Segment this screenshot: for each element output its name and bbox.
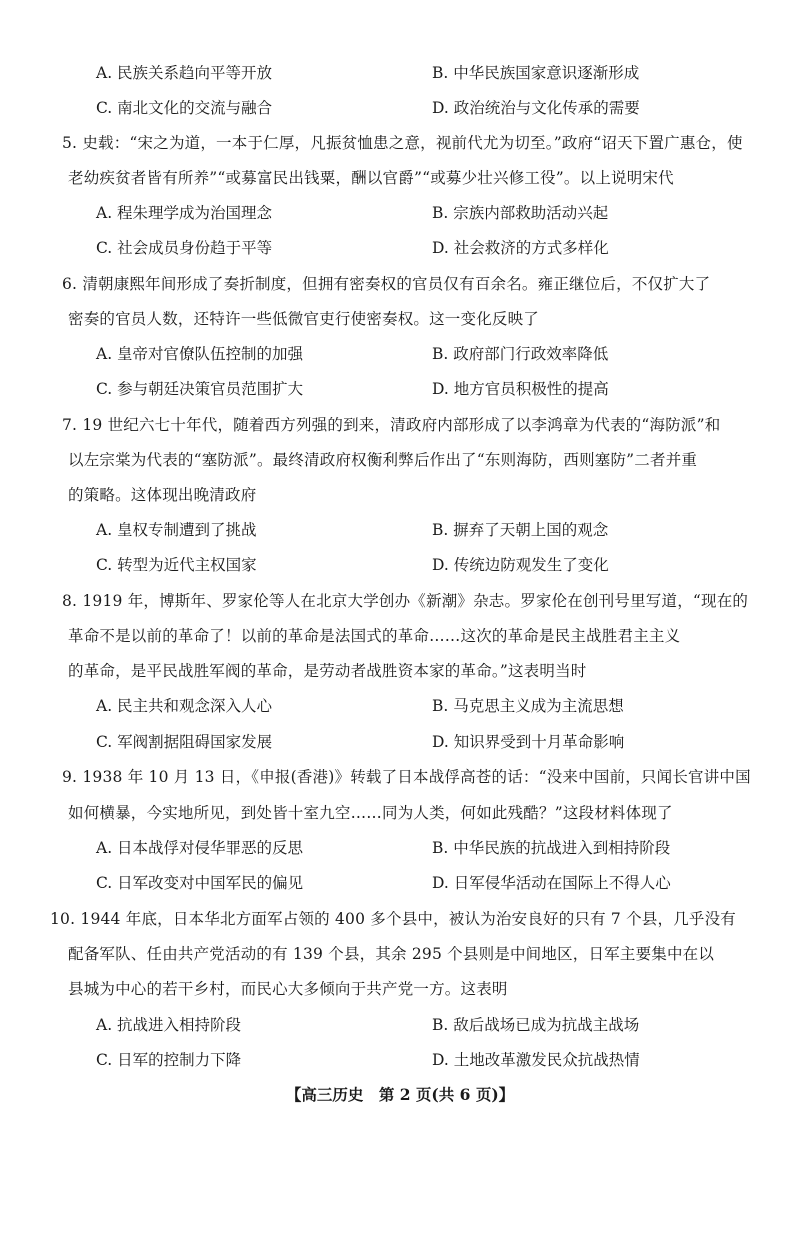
- q6-stem-line2: 密奏的官员人数，还特许一些低微官吏行使密奏权。这一变化反映了: [68, 310, 540, 328]
- q10-option-c: C. 日军的控制力下降: [96, 1051, 242, 1069]
- q5-option-b: B. 宗族内部救助活动兴起: [432, 204, 609, 222]
- q8-option-b: B. 马克思主义成为主流思想: [432, 697, 624, 715]
- q4-option-d: D. 政治统治与文化传承的需要: [432, 99, 640, 117]
- q9-stem-line1: 9. 1938 年 10 月 13 日，《申报(香港)》转载了日本战俘高苍的话：“没来中国前，只闻长官讲中国: [62, 768, 751, 786]
- q7-stem-line2: 以左宗棠为代表的“塞防派”。最终清政府权衡利弊后作出了“东则海防，西则塞防”二者并重: [68, 451, 698, 469]
- q10-option-a: A. 抗战进入相持阶段: [96, 1016, 242, 1034]
- q6-option-d: D. 地方官员积极性的提高: [432, 380, 609, 398]
- q6-option-c: C. 参与朝廷决策官员范围扩大: [96, 380, 304, 398]
- q9-option-a: A. 日本战俘对侵华罪恶的反思: [96, 839, 304, 857]
- q9-option-c: C. 日军改变对中国军民的偏见: [96, 874, 304, 892]
- q5-stem-line1: 5. 史载：“宋之为道，一本于仁厚，凡振贫恤患之意，视前代尤为切至。”政府“诏天下置广惠仓，使: [62, 134, 743, 152]
- q10-option-b: B. 敌后战场已成为抗战主战场: [432, 1016, 640, 1034]
- q7-stem-line3: 的策略。这体现出晚清政府: [68, 486, 257, 504]
- page-footer: 【高三历史 第 2 页(共 6 页)】: [285, 1085, 515, 1104]
- q6-stem-line1: 6. 清朝康熙年间形成了奏折制度，但拥有密奏权的官员仅有百余名。雍正继位后，不仅扩大了: [62, 275, 711, 293]
- q10-stem-line2: 配备军队、任由共产党活动的有 139 个县，其余 295 个县则是中间地区，日军主要集中在以: [68, 945, 715, 963]
- q10-stem-line1: 10. 1944 年底，日本华北方面军占领的 400 多个县中，被认为治安良好的只有 7 个县，几乎没有: [50, 910, 737, 928]
- q9-option-b: B. 中华民族的抗战进入到相持阶段: [432, 839, 671, 857]
- q5-option-c: C. 社会成员身份趋于平等: [96, 239, 273, 257]
- q8-stem-line2: 革命不是以前的革命了！以前的革命是法国式的革命……这次的革命是民主战胜君主主义: [68, 627, 681, 645]
- q4-option-c: C. 南北文化的交流与融合: [96, 99, 273, 117]
- q7-option-a: A. 皇权专制遭到了挑战: [96, 521, 257, 539]
- q5-option-d: D. 社会救济的方式多样化: [432, 239, 609, 257]
- q6-option-a: A. 皇帝对官僚队伍控制的加强: [96, 345, 304, 363]
- q9-option-d: D. 日军侵华活动在国际上不得人心: [432, 874, 671, 892]
- q7-option-b: B. 摒弃了天朝上国的观念: [432, 521, 609, 539]
- q8-option-d: D. 知识界受到十月革命影响: [432, 733, 625, 751]
- q7-stem-line1: 7. 19 世纪六七十年代，随着西方列强的到来，清政府内部形成了以李鸿章为代表的“海防派”和: [62, 416, 721, 434]
- q8-stem-line3: 的革命，是平民战胜军阀的革命，是劳动者战胜资本家的革命。”这表明当时: [68, 662, 587, 680]
- q10-option-d: D. 土地改革激发民众抗战热情: [432, 1051, 640, 1069]
- q5-stem-line2: 老幼疾贫者皆有所养”“或募富民出钱粟，酬以官爵”“或募少壮兴修工役”。以上说明宋代: [68, 169, 674, 187]
- q4-option-a: A. 民族关系趋向平等开放: [96, 64, 273, 82]
- q7-option-c: C. 转型为近代主权国家: [96, 556, 257, 574]
- q8-option-a: A. 民主共和观念深入人心: [96, 697, 273, 715]
- q8-option-c: C. 军阀割据阻碍国家发展: [96, 733, 273, 751]
- q4-option-b: B. 中华民族国家意识逐渐形成: [432, 64, 640, 82]
- q7-option-d: D. 传统边防观发生了变化: [432, 556, 609, 574]
- q6-option-b: B. 政府部门行政效率降低: [432, 345, 609, 363]
- q8-stem-line1: 8. 1919 年，博斯年、罗家伦等人在北京大学创办《新潮》杂志。罗家伦在创刊号里写道，“现在的: [62, 592, 749, 610]
- q5-option-a: A. 程朱理学成为治国理念: [96, 204, 273, 222]
- q10-stem-line3: 县城为中心的若干乡村，而民心大多倾向于共产党一方。这表明: [68, 980, 508, 998]
- q9-stem-line2: 如何横暴，今实地所见，到处皆十室九空……同为人类，何如此残酷？”这段材料体现了: [68, 804, 673, 822]
